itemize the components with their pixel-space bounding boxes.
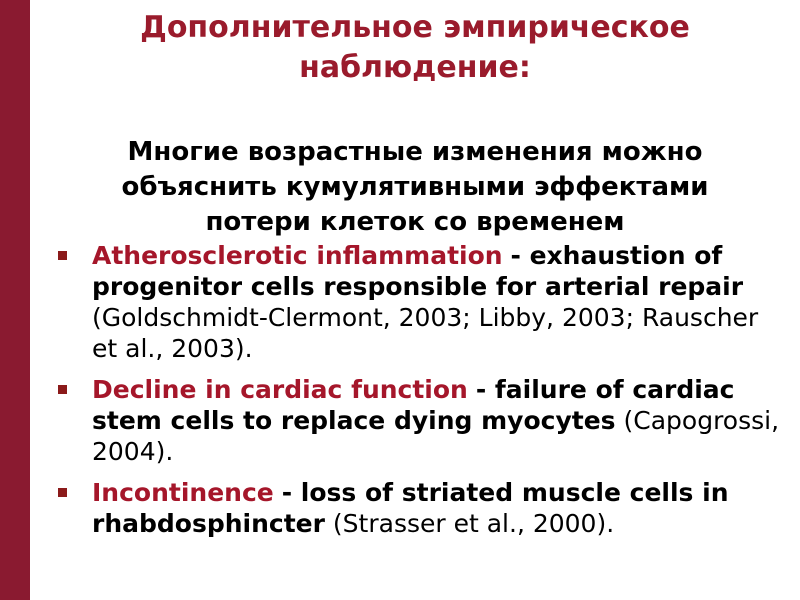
bullet-description: - exhaustion of progenitor cells responsible for arterial repair [92,241,744,301]
bullet-item [30,240,800,364]
square-bullet-icon [58,385,67,394]
bullet-description: - failure of cardiac stem cells to replace dying myocytes [92,375,735,435]
bullet-term: Incontinence [92,478,274,507]
bullet-citation: (Capogrossi, 2004). [92,406,780,466]
bullet-term: Decline in cardiac function [92,375,468,404]
bullet-citation: (Goldschmidt-Clermont, 2003; Libby, 2003; Rauscher et al., 2003). [92,303,759,363]
slide-content [30,0,800,549]
bullet-term: Atherosclerotic inflammation [92,241,503,270]
bullet-list [30,240,800,539]
square-bullet-icon [58,488,67,497]
bullet-item [30,477,800,539]
slide-subtitle: Многие возрастные изменения можно объяснить кумулятивными эффектами потери клеток со временем [121,137,709,237]
bullet-description: - loss of striated muscle cells in rhabdosphincter [92,478,729,538]
bullet-item [30,374,800,467]
left-accent-bar [0,0,30,600]
slide-title: Дополнительное эмпирическое наблюдение: [140,10,690,85]
bullet-citation: (Strasser et al., 2000). [332,509,615,538]
square-bullet-icon [58,251,67,260]
